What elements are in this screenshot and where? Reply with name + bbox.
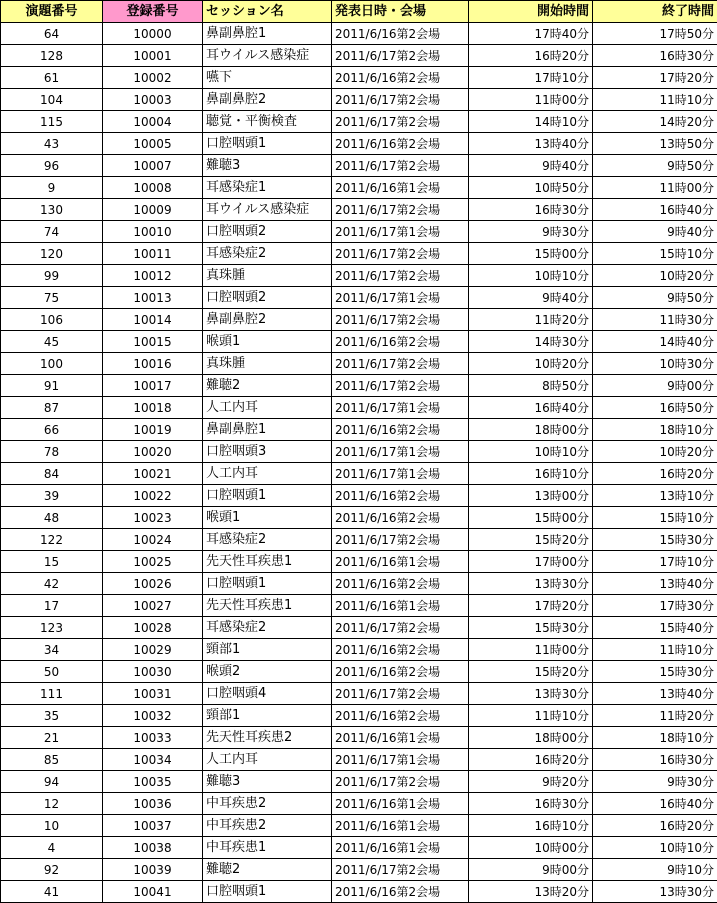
cell-registration-number[interactable]: 10003 [103,89,203,111]
cell-start-time[interactable]: 16時20分 [469,45,593,67]
cell-end-time[interactable]: 16時20分 [593,463,717,485]
cell-date-venue[interactable]: 2011/6/17第2会場 [332,375,469,397]
cell-end-time[interactable]: 9時00分 [593,375,717,397]
cell-end-time[interactable]: 15時30分 [593,661,717,683]
cell-start-time[interactable]: 17時00分 [469,551,593,573]
cell-registration-number[interactable]: 10005 [103,133,203,155]
cell-end-time[interactable]: 18時10分 [593,727,717,749]
cell-end-time[interactable]: 9時30分 [593,771,717,793]
cell-date-venue[interactable]: 2011/6/17第2会場 [332,859,469,881]
cell-abstract-number[interactable]: 34 [1,639,103,661]
cell-end-time[interactable]: 16時30分 [593,749,717,771]
cell-start-time[interactable]: 9時30分 [469,221,593,243]
table-row [1,793,717,815]
header-presentation-date-venue[interactable]: 発表日時・会場 [332,1,469,23]
cell-start-time[interactable]: 10時20分 [469,353,593,375]
cell-abstract-number[interactable]: 35 [1,705,103,727]
cell-start-time[interactable]: 10時10分 [469,441,593,463]
cell-start-time[interactable]: 18時00分 [469,419,593,441]
cell-registration-number[interactable]: 10017 [103,375,203,397]
cell-end-time[interactable]: 17時30分 [593,595,717,617]
cell-registration-number[interactable]: 10015 [103,331,203,353]
cell-date-venue[interactable]: 2011/6/17第2会場 [332,683,469,705]
table-row [1,617,717,639]
cell-abstract-number[interactable]: 122 [1,529,103,551]
cell-date-venue[interactable]: 2011/6/16第2会場 [332,419,469,441]
cell-date-venue[interactable]: 2011/6/16第2会場 [332,485,469,507]
cell-date-venue[interactable]: 2011/6/16第1会場 [332,551,469,573]
cell-date-venue[interactable]: 2011/6/16第1会場 [332,727,469,749]
table-row [1,683,717,705]
cell-registration-number[interactable]: 10032 [103,705,203,727]
table-row [1,771,717,793]
cell-session-name[interactable]: 先天性耳疾患2 [203,727,332,749]
cell-start-time[interactable]: 15時20分 [469,661,593,683]
cell-start-time[interactable]: 16時40分 [469,397,593,419]
cell-abstract-number[interactable]: 12 [1,793,103,815]
cell-session-name[interactable]: 喉頭1 [203,331,332,353]
cell-end-time[interactable]: 13時10分 [593,485,717,507]
cell-session-name[interactable]: 難聴2 [203,375,332,397]
cell-session-name[interactable]: 喉頭2 [203,661,332,683]
table-row [1,265,717,287]
cell-date-venue[interactable]: 2011/6/17第2会場 [332,89,469,111]
cell-date-venue[interactable]: 2011/6/16第2会場 [332,639,469,661]
cell-end-time[interactable]: 11時10分 [593,89,717,111]
cell-abstract-number[interactable]: 100 [1,353,103,375]
table-row [1,199,717,221]
cell-registration-number[interactable]: 10013 [103,287,203,309]
cell-start-time[interactable]: 13時20分 [469,881,593,903]
cell-session-name[interactable]: 耳感染症2 [203,529,332,551]
cell-start-time[interactable]: 11時10分 [469,705,593,727]
table-row [1,177,717,199]
cell-abstract-number[interactable]: 84 [1,463,103,485]
cell-session-name[interactable]: 口腔咽頭1 [203,881,332,903]
cell-date-venue[interactable]: 2011/6/17第2会場 [332,771,469,793]
cell-abstract-number[interactable]: 75 [1,287,103,309]
cell-session-name[interactable]: 先天性耳疾患1 [203,551,332,573]
cell-abstract-number[interactable]: 17 [1,595,103,617]
cell-session-name[interactable]: 口腔咽頭1 [203,133,332,155]
cell-abstract-number[interactable]: 128 [1,45,103,67]
cell-start-time[interactable]: 18時00分 [469,727,593,749]
table-row [1,529,717,551]
table-row [1,441,717,463]
cell-date-venue[interactable]: 2011/6/17第2会場 [332,529,469,551]
cell-date-venue[interactable]: 2011/6/17第2会場 [332,111,469,133]
cell-session-name[interactable]: 口腔咽頭4 [203,683,332,705]
cell-session-name[interactable]: 真珠腫 [203,265,332,287]
cell-date-venue[interactable]: 2011/6/16第2会場 [332,705,469,727]
cell-end-time[interactable]: 17時50分 [593,23,717,45]
cell-abstract-number[interactable]: 15 [1,551,103,573]
cell-date-venue[interactable]: 2011/6/16第2会場 [332,23,469,45]
cell-abstract-number[interactable]: 4 [1,837,103,859]
cell-abstract-number[interactable]: 45 [1,331,103,353]
cell-session-name[interactable]: 口腔咽頭2 [203,221,332,243]
table-row [1,45,717,67]
cell-start-time[interactable]: 14時10分 [469,111,593,133]
table-row [1,661,717,683]
cell-session-name[interactable]: 鼻副鼻腔1 [203,23,332,45]
cell-start-time[interactable]: 16時30分 [469,793,593,815]
cell-registration-number[interactable]: 10002 [103,67,203,89]
table-row [1,309,717,331]
table-row [1,89,717,111]
table-row [1,837,717,859]
cell-end-time[interactable]: 10時10分 [593,837,717,859]
cell-registration-number[interactable]: 10041 [103,881,203,903]
cell-start-time[interactable]: 9時00分 [469,859,593,881]
cell-session-name[interactable]: 難聴2 [203,859,332,881]
table-row [1,155,717,177]
cell-abstract-number[interactable]: 74 [1,221,103,243]
cell-registration-number[interactable]: 10021 [103,463,203,485]
cell-end-time[interactable]: 10時30分 [593,353,717,375]
cell-end-time[interactable]: 11時00分 [593,177,717,199]
cell-date-venue[interactable]: 2011/6/17第2会場 [332,243,469,265]
cell-start-time[interactable]: 8時50分 [469,375,593,397]
cell-session-name[interactable]: 耳感染症2 [203,617,332,639]
table-row [1,749,717,771]
cell-start-time[interactable]: 15時00分 [469,507,593,529]
cell-registration-number[interactable]: 10025 [103,551,203,573]
cell-start-time[interactable]: 9時40分 [469,155,593,177]
cell-registration-number[interactable]: 10001 [103,45,203,67]
table-row [1,573,717,595]
cell-date-venue[interactable]: 2011/6/17第1会場 [332,749,469,771]
cell-date-venue[interactable]: 2011/6/17第2会場 [332,199,469,221]
cell-end-time[interactable]: 9時10分 [593,859,717,881]
cell-abstract-number[interactable]: 120 [1,243,103,265]
cell-end-time[interactable]: 16時40分 [593,793,717,815]
header-start-time[interactable]: 開始時間 [469,1,593,23]
cell-start-time[interactable]: 11時00分 [469,639,593,661]
cell-date-venue[interactable]: 2011/6/17第2会場 [332,265,469,287]
cell-end-time[interactable]: 16時40分 [593,199,717,221]
cell-end-time[interactable]: 13時30分 [593,881,717,903]
cell-end-time[interactable]: 11時10分 [593,639,717,661]
cell-abstract-number[interactable]: 92 [1,859,103,881]
cell-start-time[interactable]: 11時20分 [469,309,593,331]
table-row [1,111,717,133]
cell-abstract-number[interactable]: 115 [1,111,103,133]
cell-date-venue[interactable]: 2011/6/17第2会場 [332,45,469,67]
cell-start-time[interactable]: 10時10分 [469,265,593,287]
cell-date-venue[interactable]: 2011/6/17第1会場 [332,397,469,419]
cell-end-time[interactable]: 11時20分 [593,705,717,727]
cell-date-venue[interactable]: 2011/6/17第2会場 [332,353,469,375]
cell-end-time[interactable]: 9時40分 [593,221,717,243]
cell-session-name[interactable]: 嚥下 [203,67,332,89]
cell-start-time[interactable]: 13時00分 [469,485,593,507]
cell-end-time[interactable]: 11時30分 [593,309,717,331]
cell-registration-number[interactable]: 10036 [103,793,203,815]
cell-abstract-number[interactable]: 99 [1,265,103,287]
cell-abstract-number[interactable]: 41 [1,881,103,903]
table-row [1,67,717,89]
cell-date-venue[interactable]: 2011/6/17第2会場 [332,617,469,639]
cell-registration-number[interactable]: 10004 [103,111,203,133]
table-row [1,375,717,397]
cell-session-name[interactable]: 口腔咽頭1 [203,485,332,507]
cell-end-time[interactable]: 16時20分 [593,815,717,837]
cell-abstract-number[interactable]: 39 [1,485,103,507]
cell-date-venue[interactable]: 2011/6/16第1会場 [332,793,469,815]
cell-session-name[interactable]: 中耳疾患2 [203,815,332,837]
cell-date-venue[interactable]: 2011/6/17第2会場 [332,309,469,331]
cell-registration-number[interactable]: 10031 [103,683,203,705]
table-row [1,551,717,573]
cell-abstract-number[interactable]: 50 [1,661,103,683]
cell-date-venue[interactable]: 2011/6/16第2会場 [332,881,469,903]
cell-start-time[interactable]: 17時10分 [469,67,593,89]
cell-start-time[interactable]: 15時00分 [469,243,593,265]
cell-start-time[interactable]: 13時30分 [469,683,593,705]
cell-session-name[interactable]: 頸部1 [203,705,332,727]
cell-abstract-number[interactable]: 43 [1,133,103,155]
cell-registration-number[interactable]: 10011 [103,243,203,265]
cell-registration-number[interactable]: 10000 [103,23,203,45]
cell-end-time[interactable]: 9時50分 [593,287,717,309]
table-row [1,881,717,903]
cell-session-name[interactable]: 難聴3 [203,155,332,177]
cell-session-name[interactable]: 人工内耳 [203,749,332,771]
cell-start-time[interactable]: 14時30分 [469,331,593,353]
cell-end-time[interactable]: 17時20分 [593,67,717,89]
cell-session-name[interactable]: 喉頭1 [203,507,332,529]
cell-registration-number[interactable]: 10024 [103,529,203,551]
cell-start-time[interactable]: 16時20分 [469,749,593,771]
cell-session-name[interactable]: 鼻副鼻腔2 [203,89,332,111]
cell-date-venue[interactable]: 2011/6/17第1会場 [332,441,469,463]
cell-session-name[interactable]: 鼻副鼻腔2 [203,309,332,331]
header-abstract-number[interactable]: 演題番号 [1,1,103,23]
table-row [1,221,717,243]
table-row [1,353,717,375]
cell-abstract-number[interactable]: 10 [1,815,103,837]
cell-session-name[interactable]: 耳ウイルス感染症 [203,45,332,67]
cell-end-time[interactable]: 15時10分 [593,507,717,529]
cell-abstract-number[interactable]: 61 [1,67,103,89]
cell-start-time[interactable]: 10時00分 [469,837,593,859]
cell-registration-number[interactable]: 10035 [103,771,203,793]
cell-registration-number[interactable]: 10033 [103,727,203,749]
cell-abstract-number[interactable]: 42 [1,573,103,595]
cell-registration-number[interactable]: 10026 [103,573,203,595]
cell-abstract-number[interactable]: 78 [1,441,103,463]
cell-end-time[interactable]: 15時10分 [593,243,717,265]
cell-registration-number[interactable]: 10030 [103,661,203,683]
cell-start-time[interactable]: 11時00分 [469,89,593,111]
table-row [1,133,717,155]
cell-abstract-number[interactable]: 9 [1,177,103,199]
cell-date-venue[interactable]: 2011/6/16第1会場 [332,837,469,859]
cell-session-name[interactable]: 耳感染症2 [203,243,332,265]
cell-start-time[interactable]: 16時30分 [469,199,593,221]
cell-start-time[interactable]: 10時50分 [469,177,593,199]
cell-registration-number[interactable]: 10037 [103,815,203,837]
header-end-time[interactable]: 終了時間 [593,1,717,23]
cell-abstract-number[interactable]: 87 [1,397,103,419]
cell-session-name[interactable]: 人工内耳 [203,397,332,419]
cell-registration-number[interactable]: 10028 [103,617,203,639]
cell-end-time[interactable]: 16時30分 [593,45,717,67]
cell-start-time[interactable]: 9時40分 [469,287,593,309]
cell-end-time[interactable]: 13時40分 [593,683,717,705]
header-registration-number[interactable]: 登録番号 [103,1,203,23]
cell-registration-number[interactable]: 10027 [103,595,203,617]
cell-end-time[interactable]: 14時20分 [593,111,717,133]
cell-session-name[interactable]: 人工内耳 [203,463,332,485]
table-row [1,287,717,309]
cell-registration-number[interactable]: 10034 [103,749,203,771]
cell-session-name[interactable]: 頸部1 [203,639,332,661]
cell-abstract-number[interactable]: 91 [1,375,103,397]
cell-registration-number[interactable]: 10016 [103,353,203,375]
cell-session-name[interactable]: 鼻副鼻腔1 [203,419,332,441]
cell-abstract-number[interactable]: 96 [1,155,103,177]
cell-date-venue[interactable]: 2011/6/16第2会場 [332,67,469,89]
cell-session-name[interactable]: 先天性耳疾患1 [203,595,332,617]
cell-registration-number[interactable]: 10039 [103,859,203,881]
table-row [1,705,717,727]
cell-registration-number[interactable]: 10023 [103,507,203,529]
cell-end-time[interactable]: 14時40分 [593,331,717,353]
table-row [1,859,717,881]
table-row [1,639,717,661]
table-row [1,485,717,507]
cell-date-venue[interactable]: 2011/6/17第1会場 [332,287,469,309]
cell-start-time[interactable]: 15時20分 [469,529,593,551]
cell-end-time[interactable]: 13時40分 [593,573,717,595]
cell-date-venue[interactable]: 2011/6/16第2会場 [332,133,469,155]
table-row [1,595,717,617]
cell-registration-number[interactable]: 10022 [103,485,203,507]
cell-registration-number[interactable]: 10019 [103,419,203,441]
header-session-name[interactable]: セッション名 [203,1,332,23]
header-row [1,1,717,23]
cell-date-venue[interactable]: 2011/6/16第2会場 [332,573,469,595]
table-row [1,463,717,485]
cell-registration-number[interactable]: 10020 [103,441,203,463]
table-row [1,243,717,265]
table-row [1,331,717,353]
cell-start-time[interactable]: 9時20分 [469,771,593,793]
cell-date-venue[interactable]: 2011/6/16第2会場 [332,507,469,529]
cell-date-venue[interactable]: 2011/6/16第2会場 [332,331,469,353]
table-row [1,397,717,419]
cell-registration-number[interactable]: 10012 [103,265,203,287]
table-row [1,419,717,441]
table-row [1,815,717,837]
cell-abstract-number[interactable]: 130 [1,199,103,221]
cell-session-name[interactable]: 口腔咽頭1 [203,573,332,595]
cell-start-time[interactable]: 13時40分 [469,133,593,155]
cell-date-venue[interactable]: 2011/6/17第2会場 [332,155,469,177]
table-body [1,23,717,903]
cell-date-venue[interactable]: 2011/6/16第1会場 [332,177,469,199]
cell-abstract-number[interactable]: 106 [1,309,103,331]
cell-session-name[interactable]: 真珠腫 [203,353,332,375]
cell-abstract-number[interactable]: 104 [1,89,103,111]
cell-end-time[interactable]: 10時20分 [593,265,717,287]
cell-start-time[interactable]: 17時40分 [469,23,593,45]
cell-end-time[interactable]: 18時10分 [593,419,717,441]
table-row [1,507,717,529]
cell-registration-number[interactable]: 10014 [103,309,203,331]
cell-end-time[interactable]: 13時50分 [593,133,717,155]
table-row [1,727,717,749]
cell-session-name[interactable]: 耳感染症1 [203,177,332,199]
cell-session-name[interactable]: 耳ウイルス感染症 [203,199,332,221]
cell-date-venue[interactable]: 2011/6/17第1会場 [332,221,469,243]
cell-start-time[interactable]: 16時10分 [469,815,593,837]
table-row [1,23,717,45]
cell-end-time[interactable]: 16時50分 [593,397,717,419]
cell-date-venue[interactable]: 2011/6/16第1会場 [332,595,469,617]
cell-registration-number[interactable]: 10010 [103,221,203,243]
cell-start-time[interactable]: 15時30分 [469,617,593,639]
cell-registration-number[interactable]: 10009 [103,199,203,221]
cell-date-venue[interactable]: 2011/6/16第1会場 [332,815,469,837]
cell-start-time[interactable]: 17時20分 [469,595,593,617]
cell-start-time[interactable]: 13時30分 [469,573,593,595]
cell-end-time[interactable]: 9時50分 [593,155,717,177]
cell-session-name[interactable]: 中耳疾患1 [203,837,332,859]
cell-abstract-number[interactable]: 64 [1,23,103,45]
cell-end-time[interactable]: 17時10分 [593,551,717,573]
cell-abstract-number[interactable]: 66 [1,419,103,441]
cell-start-time[interactable]: 16時10分 [469,463,593,485]
cell-end-time[interactable]: 10時20分 [593,441,717,463]
cell-abstract-number[interactable]: 94 [1,771,103,793]
cell-session-name[interactable]: 口腔咽頭2 [203,287,332,309]
cell-registration-number[interactable]: 10008 [103,177,203,199]
cell-registration-number[interactable]: 10038 [103,837,203,859]
cell-end-time[interactable]: 15時40分 [593,617,717,639]
cell-session-name[interactable]: 聴覚・平衡検査 [203,111,332,133]
cell-date-venue[interactable]: 2011/6/17第1会場 [332,463,469,485]
cell-abstract-number[interactable]: 123 [1,617,103,639]
cell-session-name[interactable]: 中耳疾患2 [203,793,332,815]
cell-registration-number[interactable]: 10018 [103,397,203,419]
cell-registration-number[interactable]: 10029 [103,639,203,661]
cell-abstract-number[interactable]: 48 [1,507,103,529]
cell-date-venue[interactable]: 2011/6/16第2会場 [332,661,469,683]
cell-abstract-number[interactable]: 111 [1,683,103,705]
cell-end-time[interactable]: 15時30分 [593,529,717,551]
cell-abstract-number[interactable]: 21 [1,727,103,749]
cell-abstract-number[interactable]: 85 [1,749,103,771]
cell-registration-number[interactable]: 10007 [103,155,203,177]
cell-session-name[interactable]: 難聴3 [203,771,332,793]
cell-session-name[interactable]: 口腔咽頭3 [203,441,332,463]
